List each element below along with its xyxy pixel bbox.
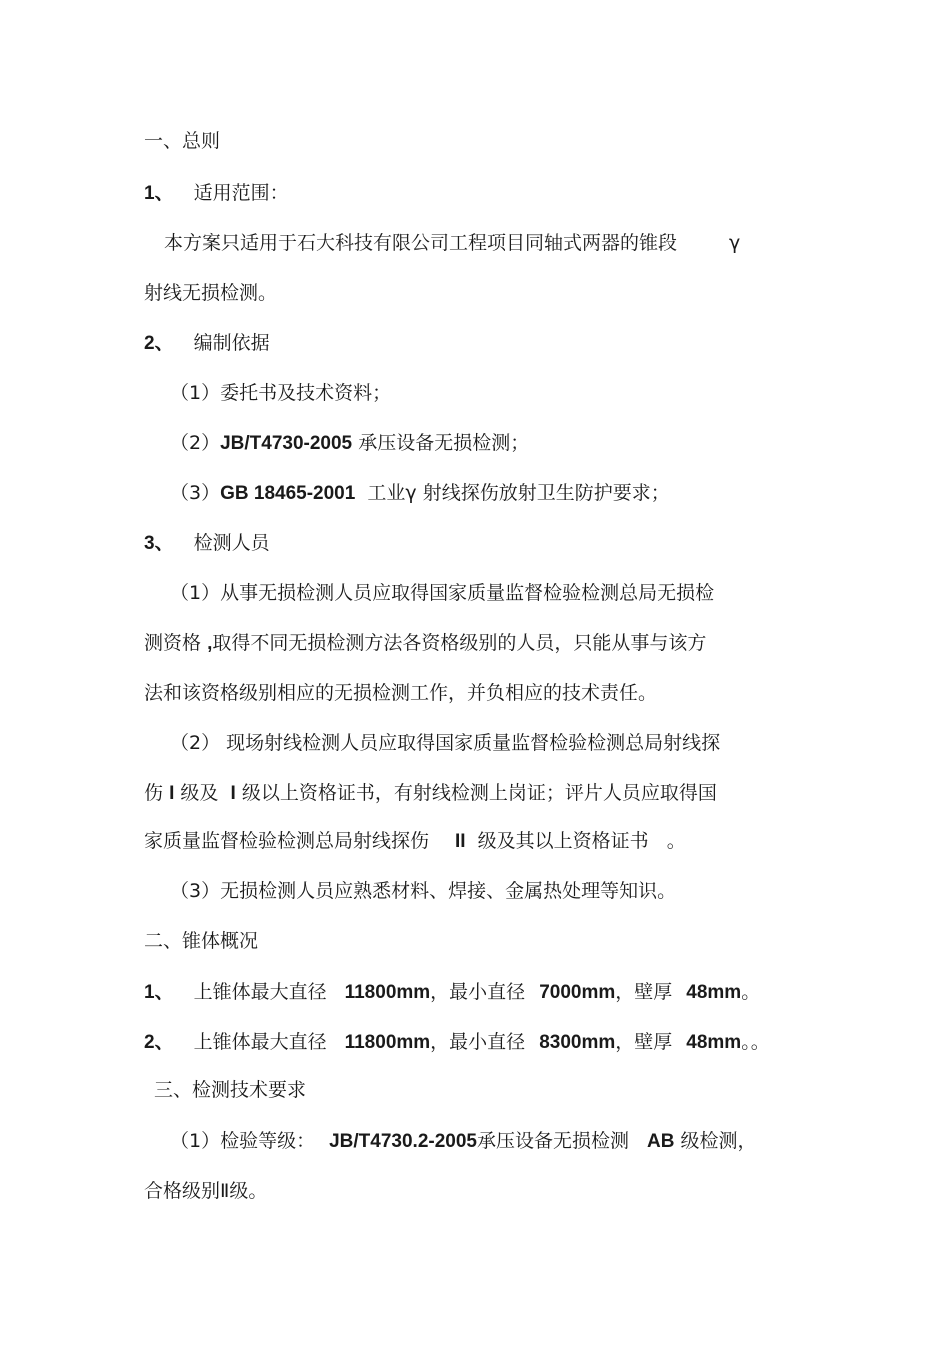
personnel-item-2-line-1: （2） 现场射线检测人员应取得国家质量监督检验检测总局射线探 <box>170 732 721 754</box>
personnel-item-1-line-1: （1）从事无损检测人员应取得国家质量监督检验检测总局无损检 <box>170 582 715 604</box>
basis-item-3: （3）GB 18465-2001 工业γ 射线探伤放射卫生防护要求； <box>170 482 670 504</box>
personnel-item-2-line-2: 伤 I 级及 I 级以上资格证书，有射线检测上岗证；评片人员应取得国 <box>144 782 717 804</box>
personnel-item-3: （3）无损检测人员应熟悉材料、焊接、金属热处理等知识。 <box>170 880 677 902</box>
basis-item-2: （2）JB/T4730-2005 承压设备无损检测； <box>170 432 530 454</box>
personnel-item-1-line-2: 测资格 ,取得不同无损检测方法各资格级别的人员，只能从事与该方 <box>144 632 707 654</box>
section-1-3-title: 3、 检测人员 <box>144 532 270 554</box>
requirement-item-1-line-2: 合格级别Ⅱ级。 <box>144 1180 268 1202</box>
basis-item-1: （1）委托书及技术资料； <box>170 382 392 404</box>
section-2-heading: 二、锥体概况 <box>144 930 259 952</box>
personnel-item-1-line-3: 法和该资格级别相应的无损检测工作，并负相应的技术责任。 <box>144 682 658 704</box>
requirement-item-1-line-1: （1）检验等级： JB/T4730.2-2005承压设备无损检测 AB 级检测， <box>170 1130 757 1152</box>
personnel-item-2-line-3: 家质量监督检验检测总局射线探伤 II 级及其以上资格证书 。 <box>144 830 686 852</box>
scope-paragraph-line-2: 射线无损检测。 <box>144 282 278 304</box>
cone-item-1: 1、 上锥体最大直径 11800mm，最小直径 7000mm，壁厚 48mm。 <box>144 981 761 1003</box>
section-3-heading: 三、检测技术要求 <box>154 1079 307 1101</box>
cone-item-2: 2、 上锥体最大直径 11800mm，最小直径 8300mm，壁厚 48mm。。 <box>144 1031 770 1053</box>
section-1-heading: 一、总则 <box>144 130 221 152</box>
scope-paragraph-line-1: 本方案只适用于石大科技有限公司工程项目同轴式两器的锥段 γ <box>164 232 741 254</box>
section-1-2-title: 2、 编制依据 <box>144 332 270 354</box>
section-1-1-title: 1、 适用范围： <box>144 182 289 204</box>
